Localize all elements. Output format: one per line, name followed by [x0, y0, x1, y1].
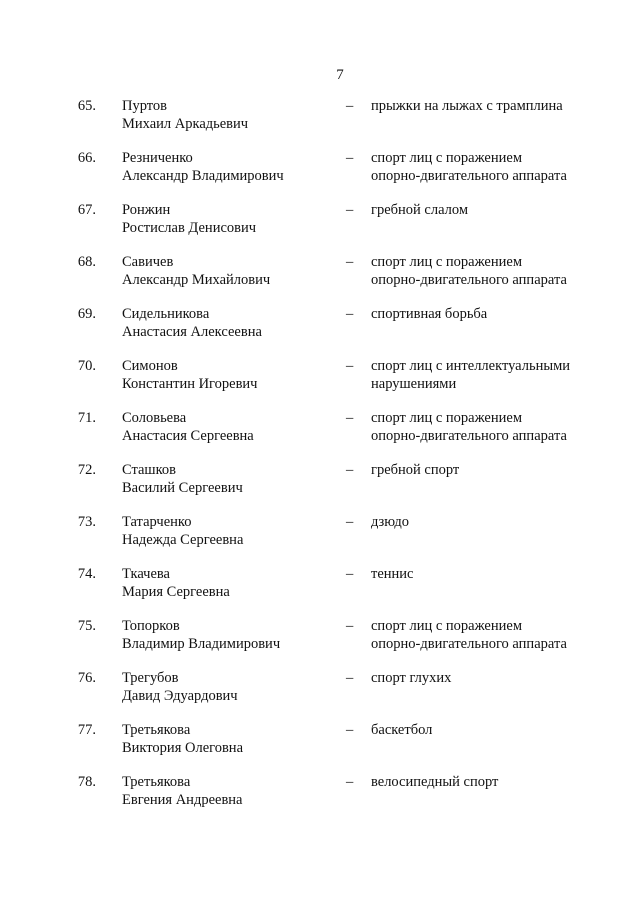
entry-number: 66.	[77, 150, 96, 166]
sport-discipline	[371, 461, 631, 479]
list-item	[0, 305, 640, 357]
dash-separator: –	[346, 566, 354, 582]
dash-separator: –	[346, 462, 354, 478]
entry-number: 73.	[77, 514, 96, 530]
sport-line-1: велосипедный спорт	[371, 774, 499, 790]
list-item	[0, 253, 640, 305]
person-name	[122, 565, 332, 601]
entry-number: 75.	[77, 618, 96, 634]
sport-discipline	[371, 669, 631, 687]
given-names: Виктория Олеговна	[122, 740, 244, 756]
dash-separator: –	[346, 98, 354, 114]
sport-line-2: нарушениями	[371, 376, 457, 392]
given-names: Надежда Сергеевна	[122, 532, 244, 548]
sport-discipline	[371, 253, 631, 289]
given-names: Александр Михайлович	[122, 272, 271, 288]
sport-discipline	[371, 305, 631, 323]
surname: Топорков	[122, 618, 180, 634]
sport-discipline	[371, 513, 631, 531]
entry-number: 71.	[77, 410, 96, 426]
person-name	[122, 97, 332, 133]
person-name	[122, 253, 332, 289]
list-item	[0, 409, 640, 461]
person-name	[122, 461, 332, 497]
given-names: Константин Игоревич	[122, 376, 258, 392]
given-names: Ростислав Денисович	[122, 220, 257, 236]
sport-discipline	[371, 201, 631, 219]
surname: Сидельникова	[122, 306, 210, 322]
sport-line-1: гребной слалом	[371, 202, 469, 218]
sport-line-1: спортивная борьба	[371, 306, 488, 322]
person-name	[122, 305, 332, 341]
person-name	[122, 409, 332, 445]
surname: Третьякова	[122, 722, 191, 738]
given-names: Мария Сергеевна	[122, 584, 230, 600]
list-item	[0, 201, 640, 253]
person-name	[122, 721, 332, 757]
sport-line-1: спорт лиц с интеллектуальными	[371, 358, 571, 374]
list-item	[0, 357, 640, 409]
person-name	[122, 513, 332, 549]
surname: Симонов	[122, 358, 178, 374]
sport-discipline	[371, 773, 631, 791]
list-item	[0, 461, 640, 513]
dash-separator: –	[346, 254, 354, 270]
sport-discipline	[371, 617, 631, 653]
surname: Резниченко	[122, 150, 193, 166]
entry-number: 77.	[77, 722, 96, 738]
page-number: 7	[336, 67, 344, 83]
person-name	[122, 773, 332, 809]
surname: Трегубов	[122, 670, 179, 686]
person-name	[122, 201, 332, 237]
dash-separator: –	[346, 670, 354, 686]
sport-line-1: спорт лиц с поражением	[371, 410, 522, 426]
sport-line-2: опорно-двигательного аппарата	[371, 636, 567, 652]
list-item	[0, 149, 640, 201]
entry-number: 76.	[77, 670, 96, 686]
list-item	[0, 721, 640, 773]
surname: Савичев	[122, 254, 174, 270]
entry-number: 65.	[77, 98, 96, 114]
person-name	[122, 669, 332, 705]
surname: Третьякова	[122, 774, 191, 790]
person-name	[122, 357, 332, 393]
list-item	[0, 97, 640, 149]
dash-separator: –	[346, 618, 354, 634]
entry-number: 67.	[77, 202, 96, 218]
entry-number: 68.	[77, 254, 96, 270]
dash-separator: –	[346, 202, 354, 218]
person-name	[122, 617, 332, 653]
dash-separator: –	[346, 774, 354, 790]
entry-number: 72.	[77, 462, 96, 478]
sport-line-1: дзюдо	[371, 514, 410, 530]
sport-line-1: спорт лиц с поражением	[371, 254, 522, 270]
sport-line-2: опорно-двигательного аппарата	[371, 272, 567, 288]
sport-line-2: опорно-двигательного аппарата	[371, 428, 567, 444]
given-names: Анастасия Алексеевна	[122, 324, 262, 340]
given-names: Давид Эдуардович	[122, 688, 238, 704]
sport-line-1: теннис	[371, 566, 414, 582]
entry-number: 78.	[77, 774, 96, 790]
entry-number: 69.	[77, 306, 96, 322]
dash-separator: –	[346, 358, 354, 374]
person-name	[122, 149, 332, 185]
awardee-list	[0, 97, 640, 825]
surname: Ронжин	[122, 202, 171, 218]
surname: Ткачева	[122, 566, 170, 582]
sport-discipline	[371, 149, 631, 185]
given-names: Василий Сергеевич	[122, 480, 243, 496]
list-item	[0, 773, 640, 825]
dash-separator: –	[346, 410, 354, 426]
surname: Пуртов	[122, 98, 168, 114]
given-names: Евгения Андреевна	[122, 792, 243, 808]
list-item	[0, 617, 640, 669]
list-item	[0, 669, 640, 721]
dash-separator: –	[346, 150, 354, 166]
sport-line-1: спорт лиц с поражением	[371, 150, 522, 166]
given-names: Александр Владимирович	[122, 168, 284, 184]
dash-separator: –	[346, 306, 354, 322]
dash-separator: –	[346, 722, 354, 738]
sport-line-1: прыжки на лыжах с трамплина	[371, 98, 563, 114]
sport-line-1: баскетбол	[371, 722, 433, 738]
list-item	[0, 565, 640, 617]
surname: Татарченко	[122, 514, 192, 530]
sport-line-1: спорт лиц с поражением	[371, 618, 522, 634]
sport-line-1: гребной спорт	[371, 462, 460, 478]
list-item	[0, 513, 640, 565]
given-names: Владимир Владимирович	[122, 636, 281, 652]
sport-discipline	[371, 721, 631, 739]
entry-number: 70.	[77, 358, 96, 374]
entry-number: 74.	[77, 566, 96, 582]
surname: Соловьева	[122, 410, 187, 426]
sport-line-1: спорт глухих	[371, 670, 452, 686]
sport-discipline	[371, 409, 631, 445]
given-names: Анастасия Сергеевна	[122, 428, 254, 444]
sport-discipline	[371, 357, 631, 393]
given-names: Михаил Аркадьевич	[122, 116, 249, 132]
dash-separator: –	[346, 514, 354, 530]
sport-discipline	[371, 565, 631, 583]
sport-discipline	[371, 97, 631, 115]
sport-line-2: опорно-двигательного аппарата	[371, 168, 567, 184]
surname: Сташков	[122, 462, 176, 478]
